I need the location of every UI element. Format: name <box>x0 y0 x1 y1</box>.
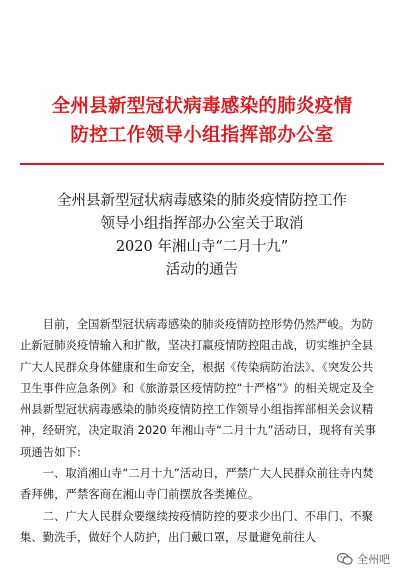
notice-title <box>0 190 404 282</box>
issuer-header <box>0 92 404 150</box>
notice-title-line-2: 领导小组指挥部办公室关于取消 <box>100 216 304 232</box>
issuer-header-line-2: 防控工作领导小组指挥部办公室 <box>70 125 334 146</box>
source-watermark <box>333 549 394 569</box>
issuer-header-line-1: 全州县新型冠状病毒感染的肺炎疫情 <box>51 96 353 117</box>
notice-title-line-3: 2020 年湘山寺“二月十九” <box>115 239 289 255</box>
body-paragraph-1: 目前，全国新型冠状病毒感染的肺炎疫情防控形势仍然严峻。为防止新冠肺炎疫情输入和扩散，坚决打赢疫情防控阻击战，切实维护全县广大人民群众身体健康和生命安全，根据《传染病防治法》、《突发公共卫生事件应急条例》和《旅游景区疫情防控“十严格”》的相关规定及全州县新型冠状病毒感染的肺炎疫情防控工作领导小组指挥部相关会议精神，经研究，决定取消 2020 年湘山寺“二月十九”活动日，现将有关事项通告如下: <box>20 318 377 459</box>
notice-title-line-4: 活动的通告 <box>165 262 239 278</box>
wechat-icon <box>337 552 353 566</box>
body-paragraph-3: 二、广大人民群众要继续按疫情防控的要求少出门、不串门、不聚集、勤洗手，做好个人防护，出门戴口罩，尽量避免前往人 <box>20 509 374 544</box>
red-divider <box>20 163 384 165</box>
watermark-text: 全州吧 <box>357 553 390 566</box>
notice-title-line-1: 全州县新型冠状病毒感染的肺炎疫情防控工作 <box>57 193 347 209</box>
body-paragraph-2: 一、取消湘山寺“二月十九”活动日，严禁广大人民群众前往寺内焚香拜佛，严禁客商在湘山寺门前摆放各类摊位。 <box>20 467 374 502</box>
notice-body <box>20 314 384 548</box>
